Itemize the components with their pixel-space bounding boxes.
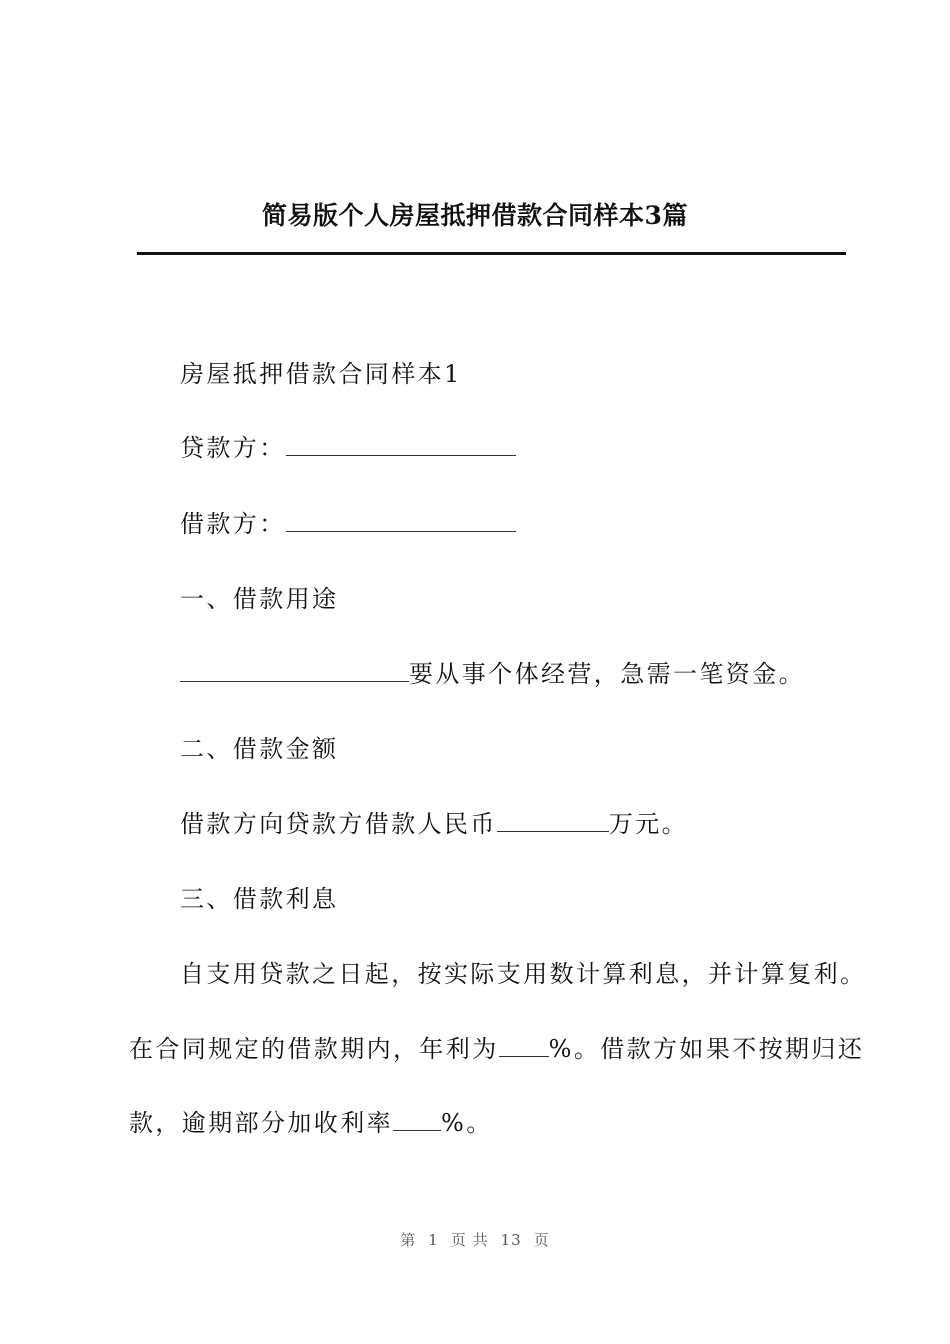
clause3-line3-a: 款，逾期部分加收利率 [129,1109,393,1137]
amount-blank [497,809,609,832]
lender-blank [286,433,516,456]
footer-page-label: 第 [400,1231,417,1249]
clause3-line1: 自支用贷款之日起，按实际支用数计算利息，并计算复利。 [180,960,867,988]
borrower-blank [286,509,516,532]
borrower-label: 借款方： [180,510,286,538]
clause3-line2-a: 在合同规定的借款期内，年利为 [129,1035,499,1063]
section-title: 房屋抵押借款合同样本1 [180,360,462,388]
lender-line [180,428,516,463]
clause2-heading: 二、借款金额 [180,735,339,763]
footer-of-label: 页 共 [450,1231,489,1249]
clause3-line3 [129,1103,493,1138]
footer-current-page: 1 [428,1231,439,1249]
clause2-text-line [180,804,688,839]
clause1-text: 要从事个体经营，急需一笔资金。 [409,660,805,688]
clause1-heading: 一、借款用途 [180,585,339,613]
overdue-rate-blank [393,1108,441,1131]
clause3-line2-b: %。借款方如果不按期归还 [548,1035,865,1063]
borrower-line [180,504,516,539]
clause3-heading: 三、借款利息 [180,885,339,913]
purpose-blank [180,659,409,682]
lender-label: 贷款方： [180,434,286,462]
document-title: 简易版个人房屋抵押借款合同样本3篇 [262,201,688,230]
clause2-text-a: 借款方向贷款方借款人民币 [180,810,497,838]
clause3-line2 [129,1029,864,1064]
footer-pages-label: 页 [533,1231,550,1249]
clause1-text-line [180,654,805,689]
title-divider [137,252,846,255]
clause2-text-b: 万元。 [608,810,689,838]
annual-rate-blank [499,1034,549,1057]
page-footer [0,1229,950,1250]
footer-total-pages: 13 [500,1231,522,1249]
clause3-line3-b: %。 [441,1109,493,1137]
